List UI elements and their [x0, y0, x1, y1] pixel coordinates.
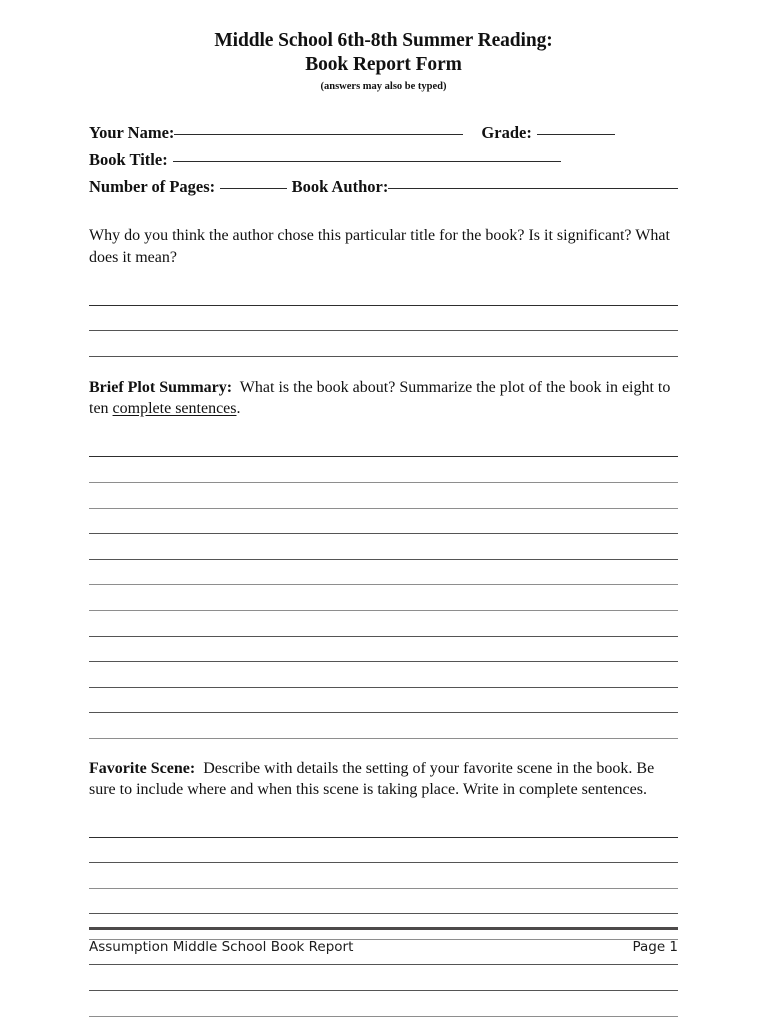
answer-line[interactable] [89, 560, 678, 586]
page-footer [89, 938, 678, 956]
question-text-underlined: complete sentences [112, 400, 237, 418]
question-gap [232, 379, 240, 396]
field-row-book-title [89, 146, 678, 173]
grade-input[interactable] [537, 134, 615, 135]
answer-line[interactable] [89, 585, 678, 611]
answer-line[interactable] [89, 331, 678, 357]
answer-line[interactable] [89, 637, 678, 663]
section-spacer [89, 739, 678, 758]
question-brief-plot-summary [89, 377, 678, 420]
section-heading-brief-plot-summary: Brief Plot Summary: [89, 378, 233, 396]
field-row-pages-author [89, 173, 678, 200]
question-text-part-2: . [236, 400, 241, 418]
question-text-part-1: What is the book about? Summarize the plot of the book in eight to ten [89, 378, 671, 418]
answer-line[interactable] [89, 483, 678, 509]
answer-line[interactable] [89, 306, 678, 332]
answer-line[interactable] [89, 889, 678, 915]
section-spacer [89, 357, 678, 377]
section-heading-favorite-scene: Favorite Scene: [89, 759, 196, 777]
document-header [89, 0, 678, 95]
answer-line[interactable] [89, 457, 678, 483]
answer-line[interactable] [89, 611, 678, 637]
answer-lines-title-significance [89, 280, 678, 357]
book-title-input[interactable] [173, 161, 561, 162]
number-of-pages-input[interactable] [220, 188, 288, 189]
question-title-significance [89, 225, 678, 268]
footer-page-number: Page 1 [632, 939, 678, 955]
answer-lines-favorite-scene [89, 812, 678, 1017]
answer-lines-brief-plot-summary [89, 432, 678, 739]
grade-label: Grade: [481, 123, 532, 142]
question-text: Why do you think the author chose this particular title for the book? Is it significant? What does it mean? [89, 227, 670, 266]
answer-line[interactable] [89, 534, 678, 560]
answer-line[interactable] [89, 812, 678, 838]
your-name-label: Your Name: [89, 123, 175, 142]
answer-line[interactable] [89, 280, 678, 306]
answer-line[interactable] [89, 863, 678, 889]
answer-line[interactable] [89, 662, 678, 688]
answer-line[interactable] [89, 509, 678, 535]
answer-line[interactable] [89, 991, 678, 1017]
your-name-input[interactable] [174, 134, 463, 135]
page-subtitle: (answers may also be typed) [320, 81, 447, 92]
student-info-fields [89, 119, 678, 200]
number-of-pages-label: Number of Pages: [89, 177, 216, 196]
answer-line[interactable] [89, 432, 678, 458]
footer-document-name: Assumption Middle School Book Report [89, 939, 354, 955]
page-title-line-2: Book Report Form [305, 54, 462, 75]
answer-line[interactable] [89, 688, 678, 714]
footer-divider [89, 927, 678, 930]
question-text: Describe with details the setting of your favorite scene in the book. Be sure to include where and when this scene is taking place. Write in complete sentences. [89, 759, 655, 799]
answer-line[interactable] [89, 713, 678, 739]
book-title-label: Book Title: [89, 150, 168, 169]
answer-line[interactable] [89, 838, 678, 864]
answer-line[interactable] [89, 965, 678, 991]
book-author-input[interactable] [388, 188, 678, 189]
page-content [89, 0, 678, 1017]
page-title-line-1: Middle School 6th-8th Summer Reading: [214, 30, 553, 51]
question-gap [195, 760, 203, 777]
book-author-label: Book Author: [291, 177, 389, 196]
field-row-name-grade [89, 119, 678, 146]
question-favorite-scene [89, 758, 678, 801]
